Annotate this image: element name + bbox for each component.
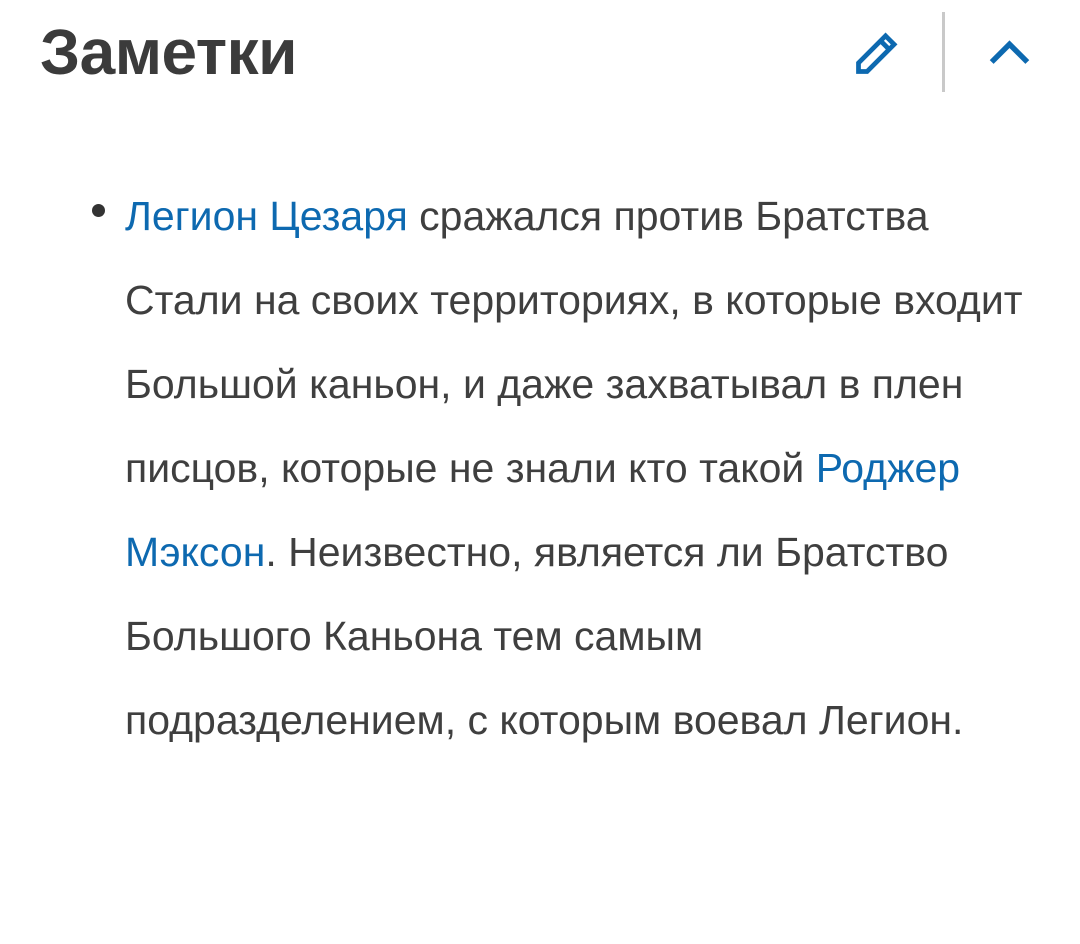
pencil-icon [849,24,906,81]
link-roger-maxson[interactable]: Роджер Мэксон [125,445,961,575]
notes-list [0,174,1080,762]
note-text-segment: сражался против Братства Стали на своих территориях, в которые входит Большой каньон, и даже захватывал в плен писцов, которые не знали кто такой [125,193,1023,491]
section-header-actions [849,12,1038,92]
section-title: Заметки [40,16,297,88]
note-text-segment: . Неизвестно, является ли Братство Большого Каньона тем самым подразделением, с которым воевал Легион. [125,529,964,743]
edit-section-button[interactable] [849,24,906,81]
link-legion-caesar[interactable]: Легион Цезаря [125,193,408,239]
collapse-section-button[interactable] [981,24,1038,81]
list-item [125,174,1030,762]
notes-section-header [0,0,1080,86]
header-divider [942,12,945,92]
chevron-up-icon [981,24,1038,81]
